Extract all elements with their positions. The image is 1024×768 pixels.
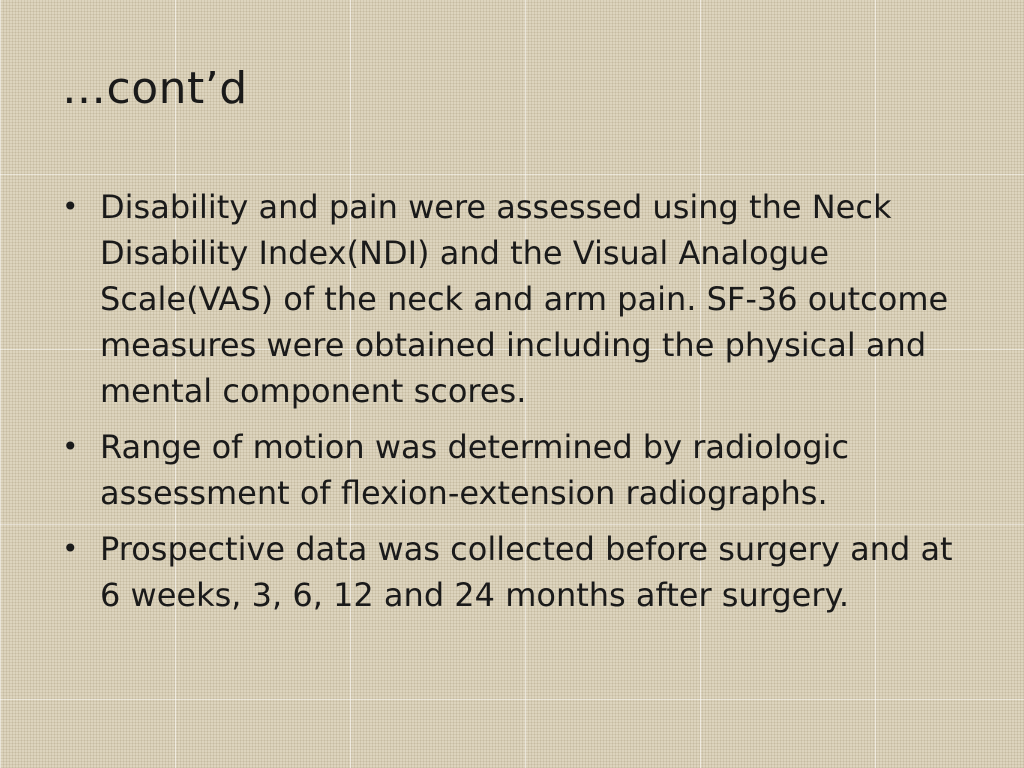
bullet-item-range-of-motion (62, 424, 962, 516)
bullet-item-assessment (62, 184, 962, 414)
bullet-marker-icon: • (62, 430, 79, 463)
bullet-marker-icon: • (62, 190, 79, 223)
bullet-list (62, 184, 962, 628)
bullet-text: Prospective data was collected before surgery and at 6 weeks, 3, 6, 12 and 24 months after surgery. (100, 530, 953, 614)
bullet-item-prospective-data (62, 526, 962, 618)
slide-title: …cont’d (62, 63, 248, 114)
bullet-marker-icon: • (62, 532, 79, 565)
bullet-text: Disability and pain were assessed using the Neck Disability Index(NDI) and the Visual Analogue Scale(VAS) of the neck and arm pain. SF-36 outcome measures were obtained including the physical and mental component scores. (100, 188, 949, 410)
bullet-text: Range of motion was determined by radiologic assessment of flexion-extension radiographs. (100, 428, 850, 512)
